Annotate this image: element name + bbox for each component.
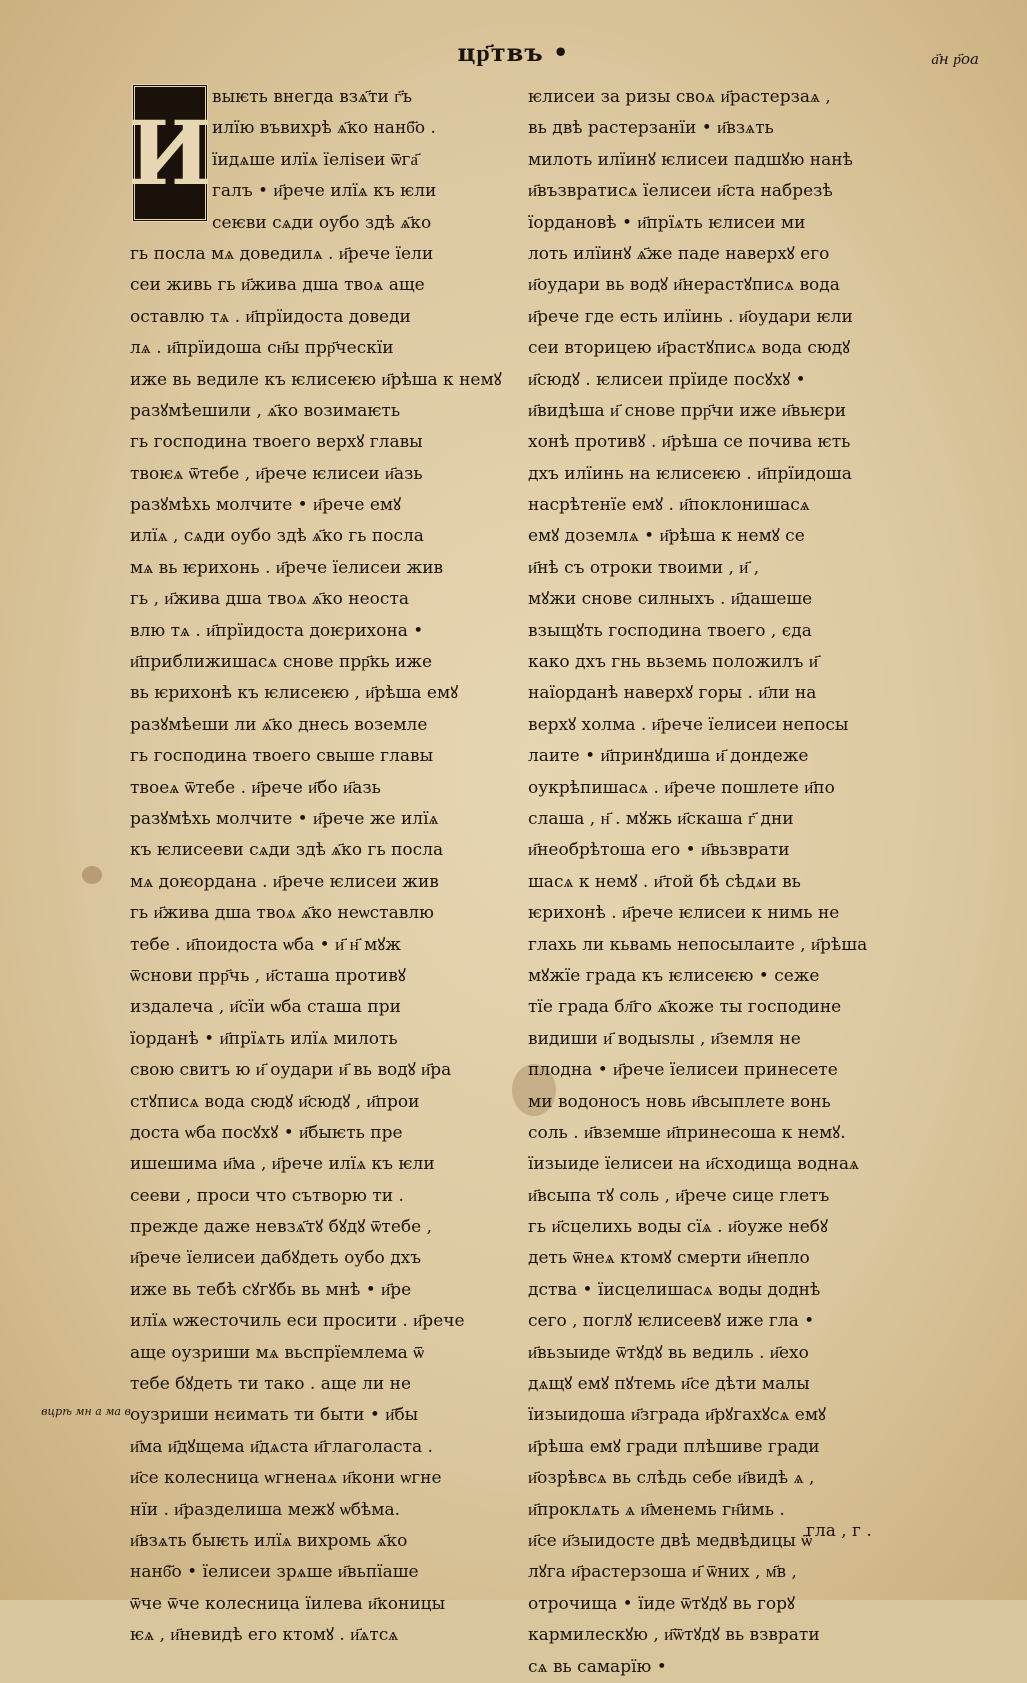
text-line: лꙋга и҃растерзоша и҃ ѿних , м҃в , [528,1562,797,1583]
decorated-initial: И [132,84,208,222]
text-line: лѧ . и҃прїидоша сн҃ы прр҃ческїи [130,338,394,359]
text-line: ѥѧ , и҃невидѣ его ктомꙋ . и҃ѧтсѧ [130,1625,399,1646]
catchword: гла , г . [806,1521,872,1541]
text-line: разꙋмѣешили , ѧ҃ко возимаѥть [130,400,401,421]
text-line: и҃вьзыиде ѿтꙋдꙋ вь ведиль . и҃ехо [528,1342,809,1363]
text-line: їизыиде їелисеи на и҃сходища воднаѧ [528,1154,859,1175]
text-line: мꙋжи снове силныхъ . и҃дашеше [528,589,813,610]
text-line: иже вь тебѣ сꙋгꙋбь вь мнѣ • и҃ре [130,1279,412,1300]
text-line: оукрѣпишасѧ . и҃рече пошлете и҃по [528,777,835,798]
text-line: гь и҃жива дша твоѧ ѧ҃ко неѡставлю [130,903,434,924]
text-line: їордановѣ • и҃прїѧть ѥлисеи ми [528,212,806,233]
text-line: разꙋмѣхь молчите • и҃рече же илїѧ [130,808,439,829]
text-line: и҃сюдꙋ . ѥлисеи прїиде посꙋхꙋ • [528,369,806,390]
text-line: їорданѣ • и҃прїѧть илїѧ милоть [130,1028,398,1049]
text-line: ѥрихонѣ . и҃рече ѥлисеи к нимь не [528,903,840,924]
text-line: и҃видѣша и҃ снове прр҃чи иже и҃вьѥри [528,400,847,421]
text-line: и҃ма и҃дꙋщема и҃дѧста и҃глаголаста . [130,1436,433,1457]
text-line: хонѣ противꙋ . и҃рѣша се почива ѥть [528,432,851,453]
text-line: оставлю тѧ . и҃прїидоста доведи [130,306,411,327]
text-line: нанб҃о • їелисеи зрѧше и҃вьпїаше [130,1562,419,1583]
text-line: мꙋжїе града къ ѥлисеѥю • сеже [528,965,820,986]
text-line: тебе . и҃поидоста ѡба • и҃ н҃ мꙋж [130,934,401,955]
text-line: гь посла мѧ доведилѧ . и҃рече їели [130,243,434,264]
text-line: верхꙋ холма . и҃рече їелисеи непосы [528,714,849,735]
text-line: доста ѡба посꙋхꙋ • и҃быѥть пре [130,1122,403,1143]
text-line: соль . и҃вземше и҃принесоша к немꙋ. [528,1122,846,1143]
text-line: отрочища • їиде ѿтꙋдꙋ вь горꙋ [528,1593,796,1614]
text-line: илїѧ ѡжесточиль еси просити . и҃рече [130,1311,465,1332]
text-line: емꙋ доземлѧ • и҃рѣша к немꙋ се [528,526,805,547]
folio-number: а҃н р҃оа [931,50,979,68]
text-line: и҃озрѣвсѧ вь слѣдь себе и҃видѣ ѧ , [528,1468,815,1489]
text-line: слаша , н҃ . мꙋжь и҃скаша г҃ дни [528,808,794,829]
text-line: сеи вторицею и҃растꙋписѧ вода сюдꙋ [528,338,851,359]
running-title: цр҃твъ • [457,38,570,67]
text-line: разꙋмѣеши ли ѧ҃ко днесь воземле [130,714,428,735]
text-line: и҃рѣша емꙋ гради плѣшиве гради [528,1436,820,1457]
text-line: гь и҃сцелихь воды сїѧ . и҃оуже небꙋ [528,1217,828,1238]
text-line: мѧ доѥордана . и҃рече ѥлисеи жив [130,871,439,892]
text-line: сеѥви сѧди оубо здѣ ѧ҃ко [212,212,432,233]
text-line: тебе бꙋдеть ти тако . аще ли не [130,1374,412,1395]
text-line: и҃нѣ съ отроки твоими , и҃ , [528,557,760,578]
text-line: наїорданѣ наверхꙋ горы . и҃ли на [528,683,817,704]
text-line: ѿче ѿче колесница їилева и҃коницы [130,1593,446,1614]
text-line: сеи живь гь и҃жива дша твоѧ аще [130,275,425,296]
text-line: їизыидоша и҃зграда и҃рꙋгахꙋсѧ емꙋ [528,1405,827,1426]
text-line: глахь ли кьвамь непосылаите , и҃рѣша [528,934,868,955]
text-line: кармилескꙋю , и҃ѿтꙋдꙋ вь взврати [528,1625,820,1646]
text-line: шасѧ к немꙋ . и҃той бѣ сѣдѧи вь [528,871,801,892]
text-line: и҃рече где есть илїинь . и҃оудари ѥли [528,306,853,327]
text-line: ѿснови прр҃чь , и҃сташа противꙋ [130,965,406,986]
text-line: вь ѥрихонѣ къ ѥлисеѥю , и҃рѣша емꙋ [130,683,459,704]
text-line: деть ѿнеѧ ктомꙋ смерти и҃непло [528,1248,810,1269]
text-line: їидѧше илїѧ їеліѕеи ѿга҃ [212,149,419,170]
text-line: вь двѣ растерзанїи • и҃взѧть [528,118,774,139]
text-line: аще оузриши мѧ вьспрїемлема ѿ [130,1342,424,1363]
text-line: твоѥѧ ѿтебе , и҃рече ѥлисеи и҃азь [130,463,423,484]
text-line: разꙋмѣхь молчите • и҃рече емꙋ [130,495,402,516]
text-line: и҃се колесница ѡгненаѧ и҃кони ѡгне [130,1468,442,1489]
text-line: илїѧ , сѧди оубо здѣ ѧ҃ко гь посла [130,526,424,547]
margin-note: вцрѣ мн а ма в [41,1405,131,1418]
right-text-column [528,82,908,1683]
text-line: нїи . и҃разделиша межꙋ ѡбѣма. [130,1499,401,1520]
text-line: и҃всыпа тꙋ соль , и҃рече сице глетъ [528,1185,830,1206]
text-line: галъ • и҃рече илїѧ къ ѥли [212,181,437,202]
text-line: ѥлисеи за ризы своѧ и҃растерзаѧ , [528,87,831,107]
text-line: и҃необрѣтоша его • и҃вьзврати [528,840,790,861]
text-line: взыщꙋть господина твоего , єда [528,620,812,641]
text-line: твоеѧ ѿтебе . и҃рече и҃бо и҃азь [130,777,381,798]
ink-stain [82,866,102,884]
text-line: илїю въвихрѣ ѧ҃ко нанб҃о . [212,118,436,139]
text-line: сего , поглꙋ ѥлисеевꙋ иже гла • [528,1311,815,1332]
left-text-column [130,82,505,1652]
text-line: свою свитъ ю и҃ оудари и҃ вь водꙋ и҃ра [130,1060,452,1081]
text-line: плодна • и҃рече їелисеи принесете [528,1060,838,1081]
text-line: и҃приближишасѧ снове прр҃кь иже [130,652,433,673]
text-line: насрѣтенїе емꙋ . и҃поклонишасѧ [528,495,810,516]
text-line: прежде даже невзѧ҃тꙋ бꙋдꙋ ѿтебе , [130,1217,432,1238]
text-line: къ ѥлисееви сѧди здѣ ѧ҃ко гь посла [130,840,444,861]
text-line: сееви , проси что сътворю ти . [130,1185,404,1206]
text-line: гь господина твоего свыше главы [130,746,434,767]
text-line: лаите • и҃принꙋдиша и҃ дондеже [528,746,809,767]
text-line: како дхъ гнь вьземь положилъ и҃ [528,652,818,673]
text-line: и҃взѧть быѥть илїѧ вихромь ѧ҃ко [130,1530,408,1551]
text-line: ми водоносъ новь и҃всыплете вонь [528,1091,831,1112]
text-line: милоть илїинꙋ ѥлисеи падшꙋю нанѣ [528,149,853,170]
text-line: гь господина твоего верхꙋ главы [130,432,423,453]
text-line: выѥть внегда взѧ҃ти г҃ъ [212,87,413,107]
text-line: дхъ илїинь на ѥлисеѥю . и҃прїидоша [528,463,852,484]
text-line: и҃проклѧть ѧ и҃менемь гн҃имь . [528,1499,785,1520]
text-line: иже вь ведиле къ ѥлисеѥю и҃рѣша к немꙋ [130,369,502,390]
text-line: сѧ вь самарїю • [528,1656,667,1677]
text-line: стꙋписѧ вода сюдꙋ и҃сюдꙋ , и҃прои [130,1091,420,1112]
text-line: тїе града бл҃го ѧ҃коже ты господине [528,997,842,1018]
text-line: мѧ вь ѥрихонь . и҃рече їелисеи жив [130,557,444,578]
text-line: оузриши нєимать ти быти • и҃бы [130,1405,419,1426]
text-line: влю тѧ . и҃прїидоста доѥрихона • [130,620,424,641]
text-line: и҃се и҃зыидосте двѣ медвѣдицы ѿ [528,1530,813,1551]
text-line: и҃рече їелисеи дабꙋдеть оубо дхъ [130,1248,422,1269]
text-line: гь , и҃жива дша твоѧ ѧ҃ко неоста [130,589,409,610]
text-line: ишешима и҃ма , и҃рече илїѧ къ ѥли [130,1154,435,1175]
text-line: лоть илїинꙋ ѧ҃же паде наверхꙋ его [528,243,830,264]
text-line: и҃възвратисѧ їелисеи и҃ста набрезѣ [528,181,833,202]
text-line: видиши и҃ водыѕлы , и҃земля не [528,1028,801,1049]
text-line: дства • їисцелишасѧ воды доднѣ [528,1279,821,1300]
text-line: и҃оудари вь водꙋ и҃нерастꙋписѧ вода [528,275,840,296]
text-line: издалеча , и҃сїи ѡба сташа при [130,997,401,1018]
text-line: дѧщꙋ емꙋ пꙋтемь и҃се дѣти малы [528,1374,810,1395]
